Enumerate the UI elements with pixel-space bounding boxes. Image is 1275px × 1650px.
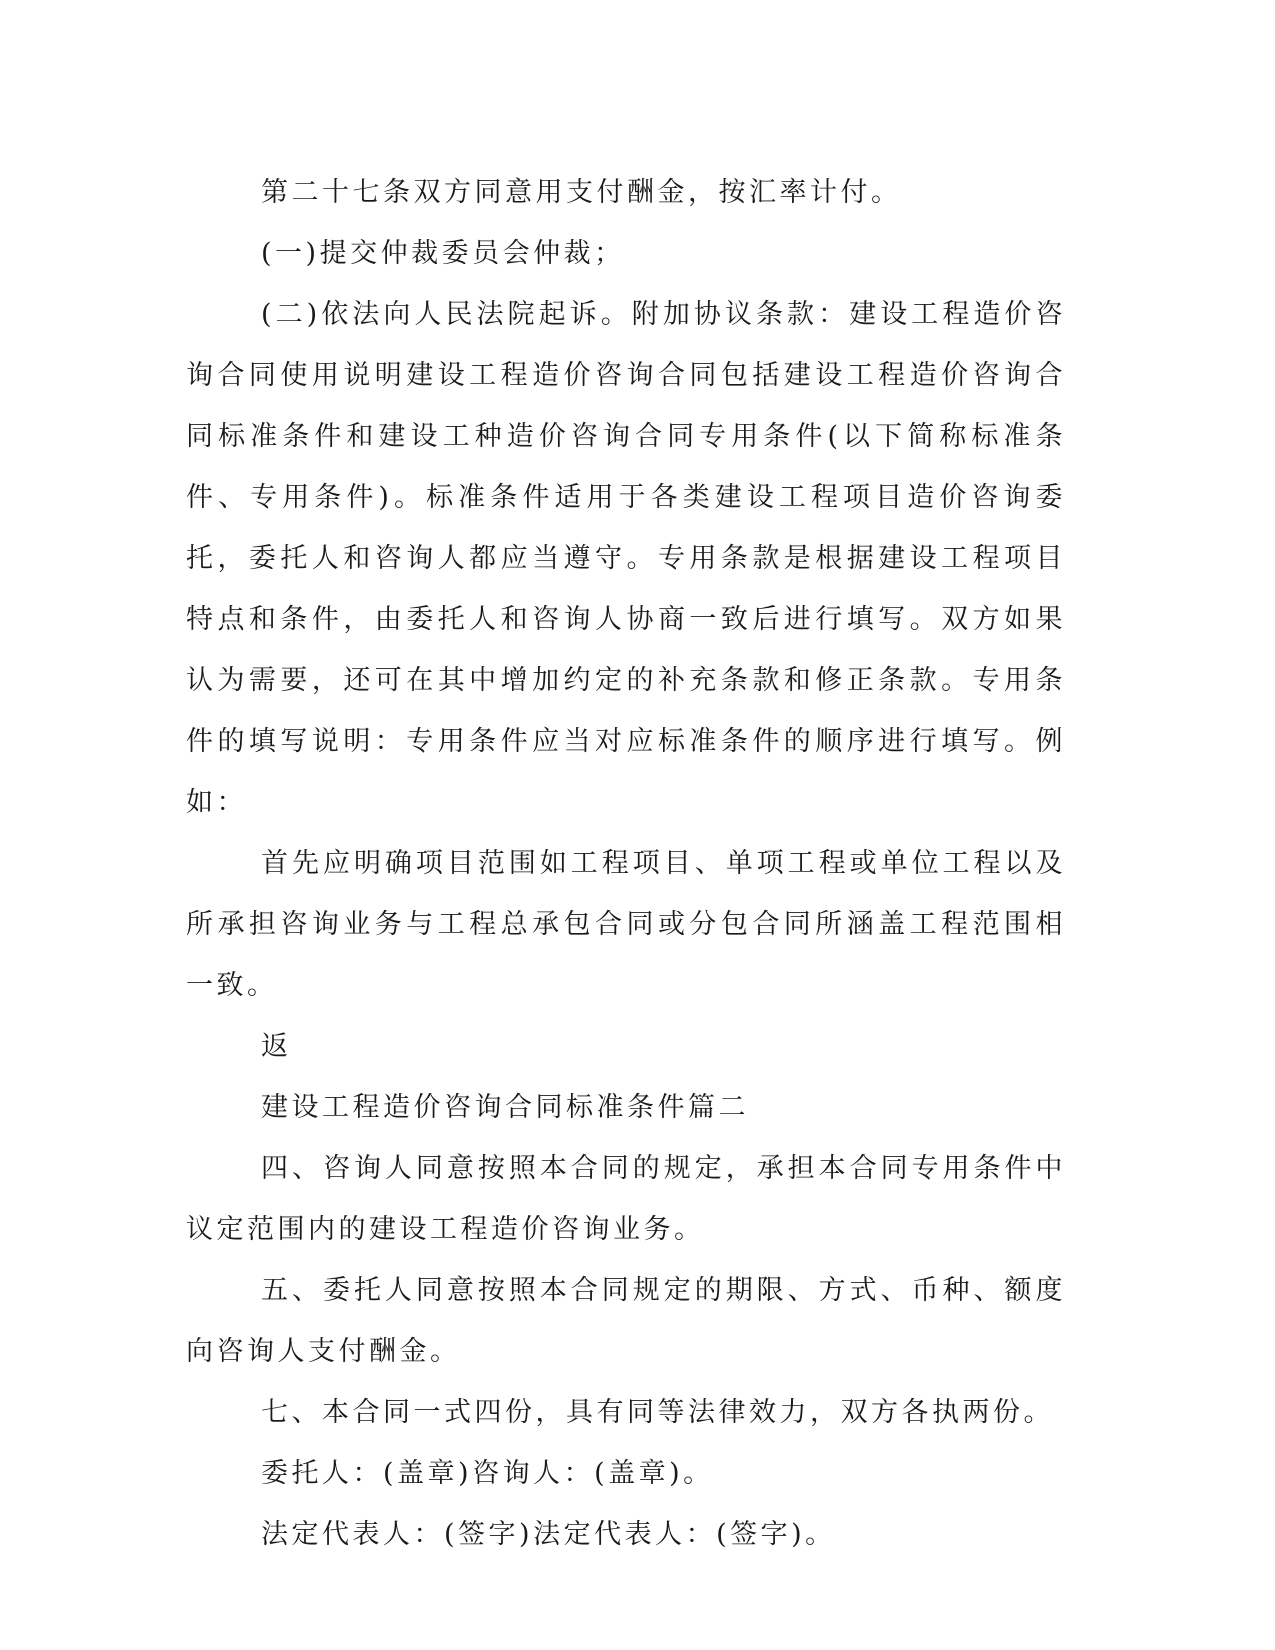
paragraph-arbitration: (一)提交仲裁委员会仲裁；	[261, 238, 625, 269]
paragraph-project-scope: 首先应明确项目范围如工程项目、单项工程或单位工程以及所承担咨询业务与工程总承包合同或分包合同所涵盖工程范围相一致。	[186, 848, 1066, 1001]
section-heading: 建设工程造价咨询合同标准条件篇二	[261, 1092, 749, 1123]
paragraph-clause-4: 四、咨询人同意按照本合同的规定，承担本合同专用条件中议定范围内的建设工程造价咨询业务。	[186, 1153, 1066, 1245]
paragraph-return: 返	[261, 1031, 292, 1062]
paragraph-lawsuit-and-instructions: (二)依法向人民法院起诉。附加协议条款：建设工程造价咨询合同使用说明建设工程造价咨询合同包括建设工程造价咨询合同标准条件和建设工种造价咨询合同专用条件(以下简称标准条件、专用条件)。标准条件适用于各类建设工程项目造价咨询委托，委托人和咨询人都应当遵守。专用条款是根据建设工程项目特点和条件，由委托人和咨询人协商一致后进行填写。双方如果认为需要，还可在其中增加约定的补充条款和修正条款。专用条件的填写说明：专用条件应当对应标准条件的顺序进行填写。例如：	[186, 299, 1066, 818]
paragraph-article-27: 第二十七条双方同意用支付酬金，按汇率计付。	[261, 177, 902, 208]
paragraph-clause-5: 五、委托人同意按照本合同规定的期限、方式、币种、额度向咨询人支付酬金。	[186, 1275, 1066, 1367]
document-body	[186, 162, 1066, 1565]
paragraph-seal-line: 委托人：(盖章)咨询人：(盖章)。	[261, 1458, 714, 1489]
paragraph-clause-7: 七、本合同一式四份，具有同等法律效力，双方各执两份。	[261, 1397, 1054, 1428]
paragraph-signature-line: 法定代表人：(签字)法定代表人：(签字)。	[261, 1519, 836, 1550]
